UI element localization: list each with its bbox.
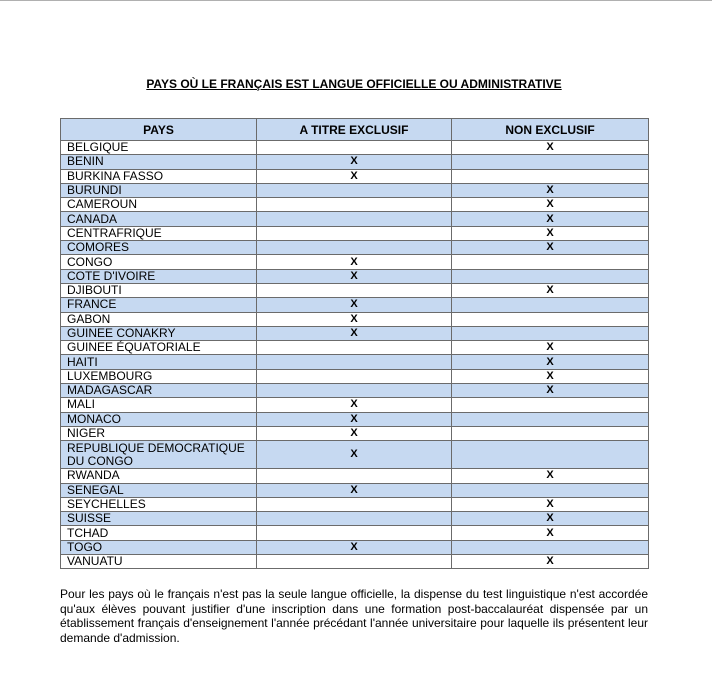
country-cell: SUISSE bbox=[61, 512, 257, 526]
non-exclusif-cell: X bbox=[452, 555, 649, 569]
exclusif-cell bbox=[257, 555, 452, 569]
exclusif-cell bbox=[257, 355, 452, 369]
non-exclusif-cell bbox=[452, 326, 649, 340]
table-row bbox=[61, 226, 649, 240]
country-cell: TCHAD bbox=[61, 526, 257, 540]
document-title: PAYS OÙ LE FRANÇAIS EST LANGUE OFFICIELLE OU ADMINISTRATIVE bbox=[146, 77, 562, 91]
table-row bbox=[61, 155, 649, 169]
table-row bbox=[61, 441, 649, 469]
table-row bbox=[61, 526, 649, 540]
exclusif-cell: X bbox=[257, 269, 452, 283]
country-cell: RWANDA bbox=[61, 469, 257, 483]
table-row bbox=[61, 469, 649, 483]
country-cell: BURKINA FASSO bbox=[61, 169, 257, 183]
exclusif-cell bbox=[257, 226, 452, 240]
exclusif-cell bbox=[257, 198, 452, 212]
exclusif-cell: X bbox=[257, 312, 452, 326]
exclusif-cell: X bbox=[257, 441, 452, 469]
country-cell: DJIBOUTI bbox=[61, 283, 257, 297]
country-cell: SEYCHELLES bbox=[61, 497, 257, 511]
country-cell: BELGIQUE bbox=[61, 141, 257, 155]
country-cell: MALI bbox=[61, 398, 257, 412]
exclusif-cell: X bbox=[257, 412, 452, 426]
exclusif-cell: X bbox=[257, 155, 452, 169]
non-exclusif-cell: X bbox=[452, 241, 649, 255]
table-row bbox=[61, 355, 649, 369]
non-exclusif-cell bbox=[452, 255, 649, 269]
exclusif-cell bbox=[257, 141, 452, 155]
non-exclusif-cell: X bbox=[452, 198, 649, 212]
table-row bbox=[61, 384, 649, 398]
header-exclusif: A TITRE EXCLUSIF bbox=[257, 119, 452, 141]
country-cell: COTE D'IVOIRE bbox=[61, 269, 257, 283]
countries-table bbox=[60, 118, 649, 569]
country-cell: REPUBLIQUE DEMOCRATIQUE DU CONGO bbox=[61, 441, 257, 469]
country-cell: SENEGAL bbox=[61, 483, 257, 497]
non-exclusif-cell: X bbox=[452, 355, 649, 369]
country-cell: COMORES bbox=[61, 241, 257, 255]
exclusif-cell bbox=[257, 369, 452, 383]
exclusif-cell: X bbox=[257, 169, 452, 183]
table-body bbox=[61, 141, 649, 569]
table-row bbox=[61, 212, 649, 226]
exclusif-cell: X bbox=[257, 326, 452, 340]
country-cell: GABON bbox=[61, 312, 257, 326]
non-exclusif-cell bbox=[452, 312, 649, 326]
non-exclusif-cell: X bbox=[452, 384, 649, 398]
country-cell: TOGO bbox=[61, 540, 257, 554]
table-row bbox=[61, 255, 649, 269]
table-row bbox=[61, 326, 649, 340]
footnote-paragraph: Pour les pays où le français n'est pas la seule langue officielle, la dispense du test linguistique n'est accordée qu'aux élèves pouvant justifier d'une inscription dans une formation post-baccalauréat dispensée par un établissement français d'enseignement l'année précédant l'année universitaire pour laquelle ils présentent leur demande d'admission. bbox=[60, 587, 648, 645]
table-row bbox=[61, 540, 649, 554]
exclusif-cell: X bbox=[257, 255, 452, 269]
table-row bbox=[61, 512, 649, 526]
exclusif-cell bbox=[257, 212, 452, 226]
non-exclusif-cell: X bbox=[452, 497, 649, 511]
country-cell: MADAGASCAR bbox=[61, 384, 257, 398]
non-exclusif-cell: X bbox=[452, 512, 649, 526]
non-exclusif-cell bbox=[452, 412, 649, 426]
non-exclusif-cell: X bbox=[452, 469, 649, 483]
table-row bbox=[61, 298, 649, 312]
country-cell: CENTRAFRIQUE bbox=[61, 226, 257, 240]
country-cell: CONGO bbox=[61, 255, 257, 269]
table-row bbox=[61, 312, 649, 326]
country-cell: BENIN bbox=[61, 155, 257, 169]
exclusif-cell: X bbox=[257, 426, 452, 440]
table-row bbox=[61, 269, 649, 283]
table-row bbox=[61, 555, 649, 569]
table-row bbox=[61, 241, 649, 255]
exclusif-cell bbox=[257, 512, 452, 526]
country-cell: CAMEROUN bbox=[61, 198, 257, 212]
table-row bbox=[61, 369, 649, 383]
exclusif-cell bbox=[257, 341, 452, 355]
country-cell: MONACO bbox=[61, 412, 257, 426]
country-cell: VANUATU bbox=[61, 555, 257, 569]
header-non-exclusif: NON EXCLUSIF bbox=[452, 119, 649, 141]
non-exclusif-cell bbox=[452, 155, 649, 169]
top-border-line bbox=[0, 0, 712, 1]
table-row bbox=[61, 198, 649, 212]
exclusif-cell: X bbox=[257, 398, 452, 412]
exclusif-cell bbox=[257, 469, 452, 483]
table-row bbox=[61, 183, 649, 197]
country-cell: BURUNDI bbox=[61, 183, 257, 197]
table-row bbox=[61, 426, 649, 440]
exclusif-cell bbox=[257, 241, 452, 255]
country-cell: NIGER bbox=[61, 426, 257, 440]
table-row bbox=[61, 341, 649, 355]
table-row bbox=[61, 398, 649, 412]
non-exclusif-cell: X bbox=[452, 283, 649, 297]
country-cell: GUINEE ÉQUATORIALE bbox=[61, 341, 257, 355]
country-cell: FRANCE bbox=[61, 298, 257, 312]
exclusif-cell bbox=[257, 526, 452, 540]
exclusif-cell bbox=[257, 384, 452, 398]
non-exclusif-cell: X bbox=[452, 212, 649, 226]
country-cell: GUINEE CONAKRY bbox=[61, 326, 257, 340]
non-exclusif-cell: X bbox=[452, 226, 649, 240]
exclusif-cell: X bbox=[257, 483, 452, 497]
table-row bbox=[61, 497, 649, 511]
non-exclusif-cell bbox=[452, 269, 649, 283]
non-exclusif-cell bbox=[452, 169, 649, 183]
exclusif-cell bbox=[257, 183, 452, 197]
non-exclusif-cell: X bbox=[452, 183, 649, 197]
country-cell: CANADA bbox=[61, 212, 257, 226]
non-exclusif-cell bbox=[452, 540, 649, 554]
non-exclusif-cell: X bbox=[452, 341, 649, 355]
table-row bbox=[61, 412, 649, 426]
country-cell: HAITI bbox=[61, 355, 257, 369]
non-exclusif-cell: X bbox=[452, 369, 649, 383]
table-row bbox=[61, 283, 649, 297]
exclusif-cell: X bbox=[257, 298, 452, 312]
country-cell: LUXEMBOURG bbox=[61, 369, 257, 383]
non-exclusif-cell bbox=[452, 398, 649, 412]
table-row bbox=[61, 141, 649, 155]
non-exclusif-cell bbox=[452, 298, 649, 312]
table-row bbox=[61, 483, 649, 497]
exclusif-cell bbox=[257, 497, 452, 511]
exclusif-cell bbox=[257, 283, 452, 297]
non-exclusif-cell: X bbox=[452, 141, 649, 155]
table-row bbox=[61, 169, 649, 183]
non-exclusif-cell bbox=[452, 426, 649, 440]
non-exclusif-cell bbox=[452, 483, 649, 497]
non-exclusif-cell bbox=[452, 441, 649, 469]
non-exclusif-cell: X bbox=[452, 526, 649, 540]
exclusif-cell: X bbox=[257, 540, 452, 554]
table-header-row bbox=[61, 119, 649, 141]
header-pays: PAYS bbox=[61, 119, 257, 141]
